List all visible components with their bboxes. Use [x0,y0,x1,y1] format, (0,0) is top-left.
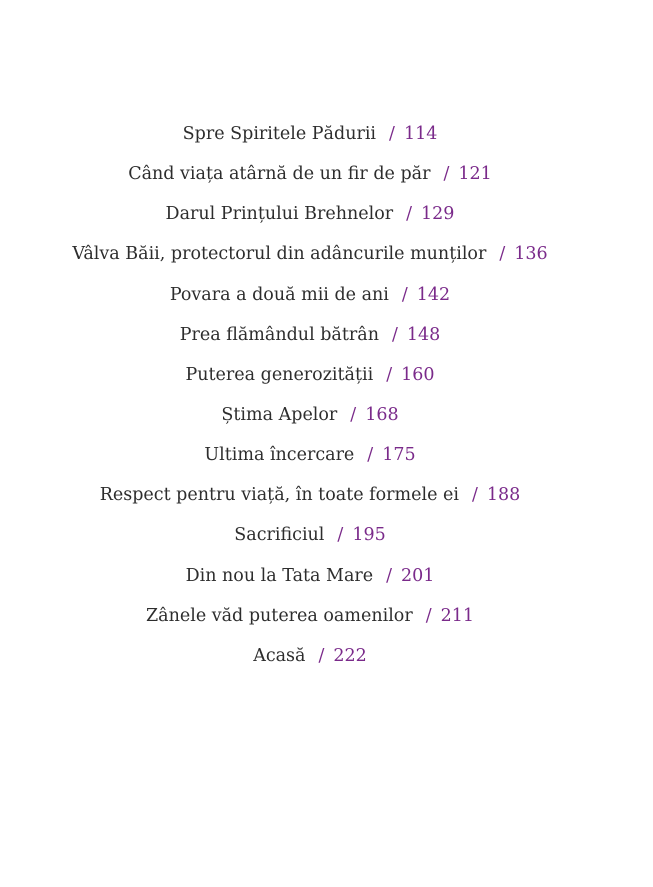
toc-entry [0,114,620,154]
toc-separator: / [471,485,478,506]
toc-page-number: 195 [352,525,386,546]
toc-entry-title: Din nou la Tata Mare [185,565,374,586]
toc-page-number: 188 [486,485,521,506]
toc-entry-title: Povara a două mii de ani [169,284,389,305]
toc-entry-title: Prea flămândul bătrân [179,324,379,345]
toc-entry-title: Spre Spiritele Pădurii [182,124,377,145]
toc-entry-title: Vâlva Băii, protectorul din adâncurile munților [72,244,487,265]
toc-page-number: 136 [514,244,548,265]
toc-page-number: 222 [333,645,367,666]
toc-separator: / [337,525,344,546]
toc-separator: / [443,164,450,185]
toc-entry [0,475,620,515]
toc-entry-title: Puterea generozității [185,364,374,385]
toc-separator: / [401,284,408,305]
toc-entry-title: Știma Apelor [221,405,338,426]
toc-entry [0,275,620,315]
toc-entry-title: Sacrificiul [234,525,325,546]
toc-entry [0,636,620,676]
toc-page-number: 211 [440,605,474,626]
toc-page-number: 114 [403,124,438,145]
toc-page-number: 160 [401,364,435,385]
toc-separator: / [425,605,432,626]
toc-entry-title: Darul Prințului Brehnelor [165,204,394,225]
toc-separator: / [386,364,393,385]
toc-entry [0,234,620,274]
toc-separator: / [318,645,325,666]
table-of-contents [0,114,620,676]
toc-entry-title: Când viața atârnă de un fir de păr [128,164,431,185]
toc-page-number: 201 [401,565,435,586]
toc-page-number: 129 [421,204,455,225]
toc-separator: / [389,124,395,145]
toc-entry [0,315,620,355]
toc-separator: / [499,244,506,265]
toc-page-number: 121 [458,164,492,185]
toc-entry-title: Zânele văd puterea oamenilor [146,605,413,626]
toc-entry-title: Respect pentru viață, în toate formele ei [99,485,459,506]
toc-entry [0,395,620,435]
toc-entry [0,355,620,395]
toc-page-number: 175 [382,445,416,466]
toc-page-number: 142 [416,284,451,305]
toc-separator: / [367,445,374,466]
toc-page-number: 148 [406,324,441,345]
toc-separator: / [386,565,393,586]
toc-page-number: 168 [365,405,399,426]
toc-separator: / [391,324,398,345]
toc-entry [0,154,620,194]
toc-entry-title: Acasă [253,645,306,666]
toc-entry-title: Ultima încercare [204,445,355,466]
toc-entry [0,596,620,636]
toc-entry [0,435,620,475]
toc-entry [0,515,620,555]
toc-separator: / [406,204,413,225]
toc-entry [0,556,620,596]
toc-separator: / [350,405,357,426]
toc-entry [0,194,620,234]
